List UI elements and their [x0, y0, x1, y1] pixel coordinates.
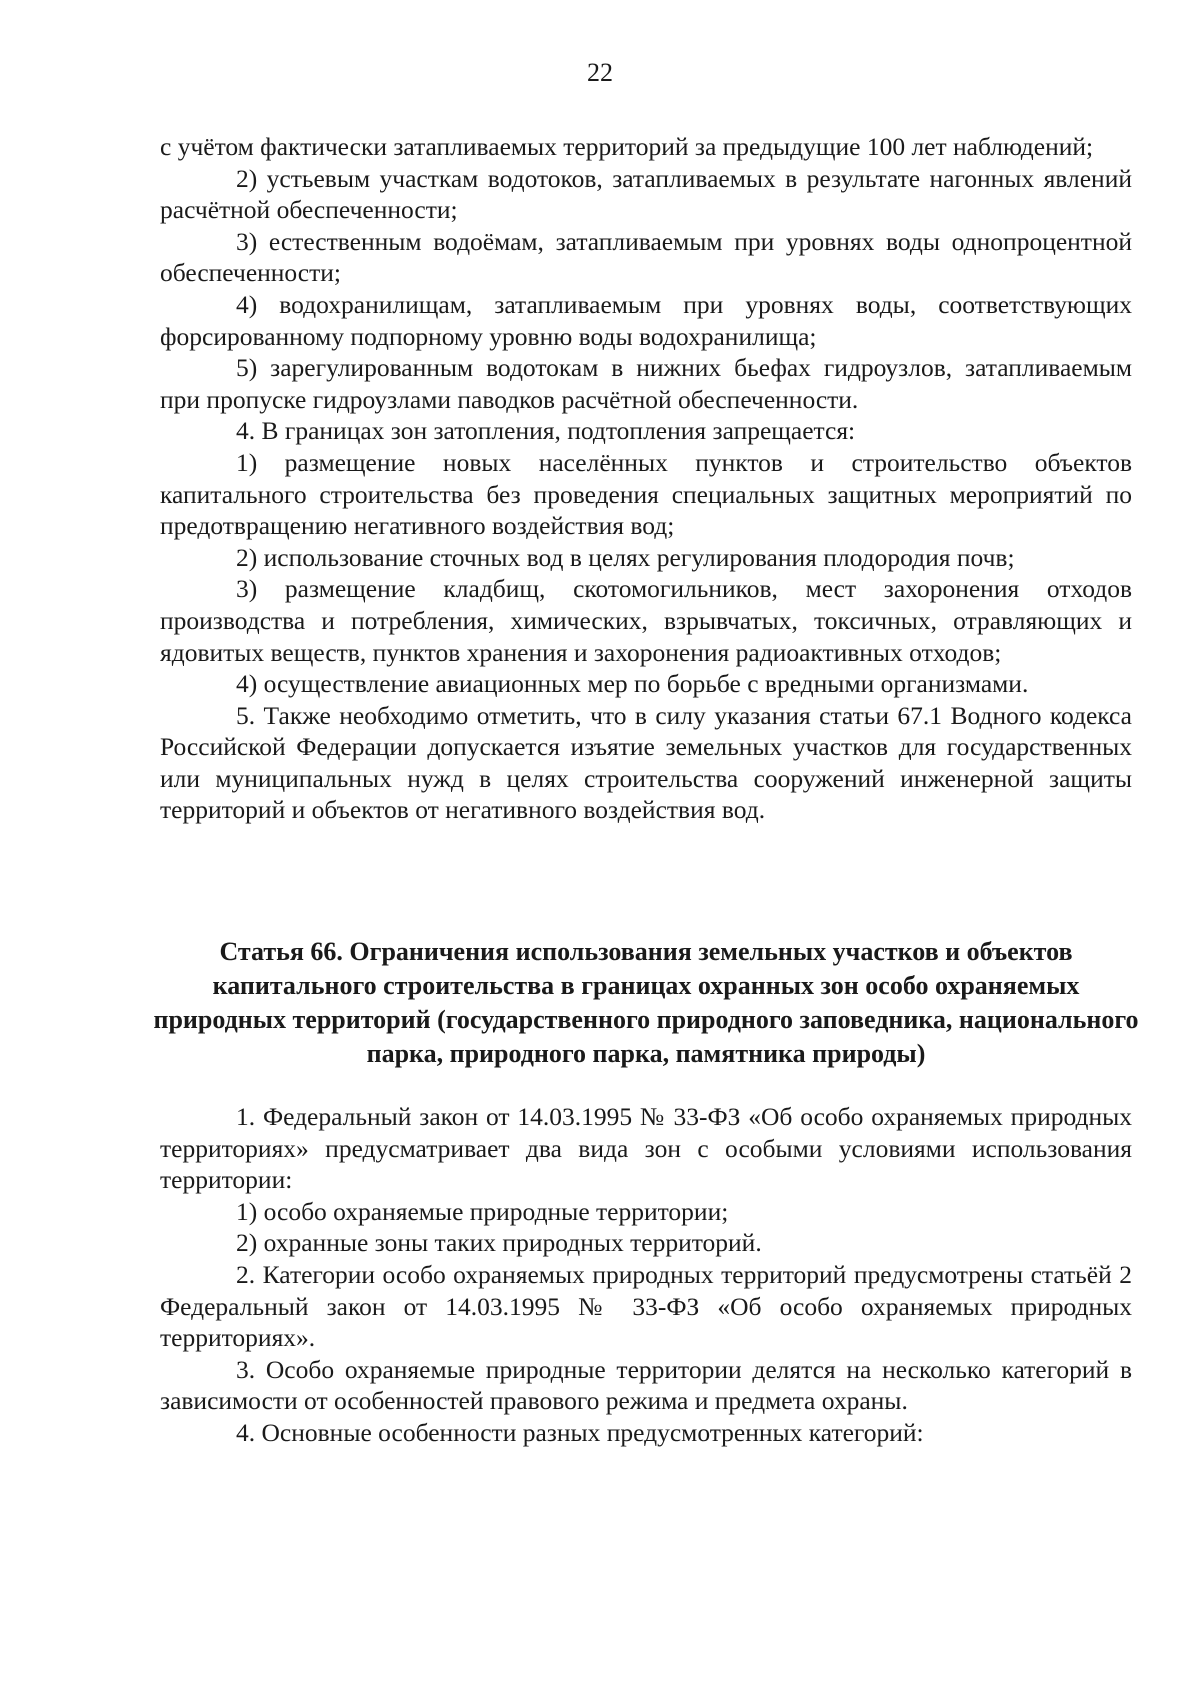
paragraph: с учётом фактически затапливаемых территорий за предыдущие 100 лет наблюдений;	[160, 132, 1094, 161]
paragraph: 1) размещение новых населённых пунктов и строительство объектов капитального строительства без проведения специальных защитных мероприятий по предотвращению негативного воздействия вод;	[160, 447, 1132, 541]
text-block-lower	[160, 1101, 1132, 1449]
text-block-upper	[160, 131, 1132, 826]
paragraph: 2) использование сточных вод в целях регулирования плодородия почв;	[236, 542, 1015, 572]
article-heading: Статья 66. Ограничения использования земельных участков и объектов капитального строительства в границах охранных зон особо охраняемых природных территорий (государственного природного заповедника, национального парка, природного парка, памятника природы)	[153, 937, 1139, 1068]
paragraph: 1. Федеральный закон от 14.03.1995 № 33-ФЗ «Об особо охраняемых природных территориях» предусматривает два вида зон с особыми условиями использования территории:	[160, 1102, 1132, 1195]
paragraph: 4. В границах зон затопления, подтопления запрещается:	[236, 416, 856, 446]
paragraph: 2) охранные зоны таких природных территорий.	[236, 1228, 762, 1258]
paragraph: 3) размещение кладбищ, скотомогильников, мест захоронения отходов производства и потребления, химических, взрывчатых, токсичных, отравляющих и ядовитых веществ, пунктов хранения и захоронения радиоактивных отходов;	[160, 574, 1132, 667]
paragraph: 1) особо охраняемые природные территории;	[236, 1196, 729, 1226]
paragraph: 2. Категории особо охраняемых природных территорий предусмотрены статьёй 2 Федеральный закон от 14.03.1995 № 33-ФЗ «Об особо охраняемых природных территориях».	[160, 1259, 1132, 1353]
page-number: 22	[587, 58, 613, 87]
paragraph: 4) водохранилищам, затапливаемым при уровнях воды, соответствующих форсированному подпорному уровню воды водохранилища;	[160, 289, 1132, 351]
paragraph: 5) зарегулированным водотокам в нижних бьефах гидроузлов, затапливаемым при пропуске гидроузлами паводков расчётной обеспеченности.	[160, 353, 1132, 414]
paragraph: 2) устьевым участкам водотоков, затапливаемых в результате нагонных явлений расчётной обеспеченности;	[160, 163, 1132, 225]
paragraph: 5. Также необходимо отметить, что в силу указания статьи 67.1 Водного кодекса Российской Федерации допускается изъятие земельных участков для государственных или муниципальных нужд в целях строительства сооружений инженерной защиты территорий и объектов от негативного воздействия вод.	[160, 700, 1132, 825]
paragraph: 4. Основные особенности разных предусмотренных категорий:	[236, 1417, 924, 1447]
paragraph: 4) осуществление авиационных мер по борьбе с вредными организмами.	[236, 669, 1029, 699]
paragraph: 3. Особо охраняемые природные территории делятся на несколько категорий в зависимости от особенностей правового режима и предмета охраны.	[160, 1354, 1132, 1416]
paragraph: 3) естественным водоёмам, затапливаемым при уровнях воды однопроцентной обеспеченности;	[160, 226, 1132, 288]
